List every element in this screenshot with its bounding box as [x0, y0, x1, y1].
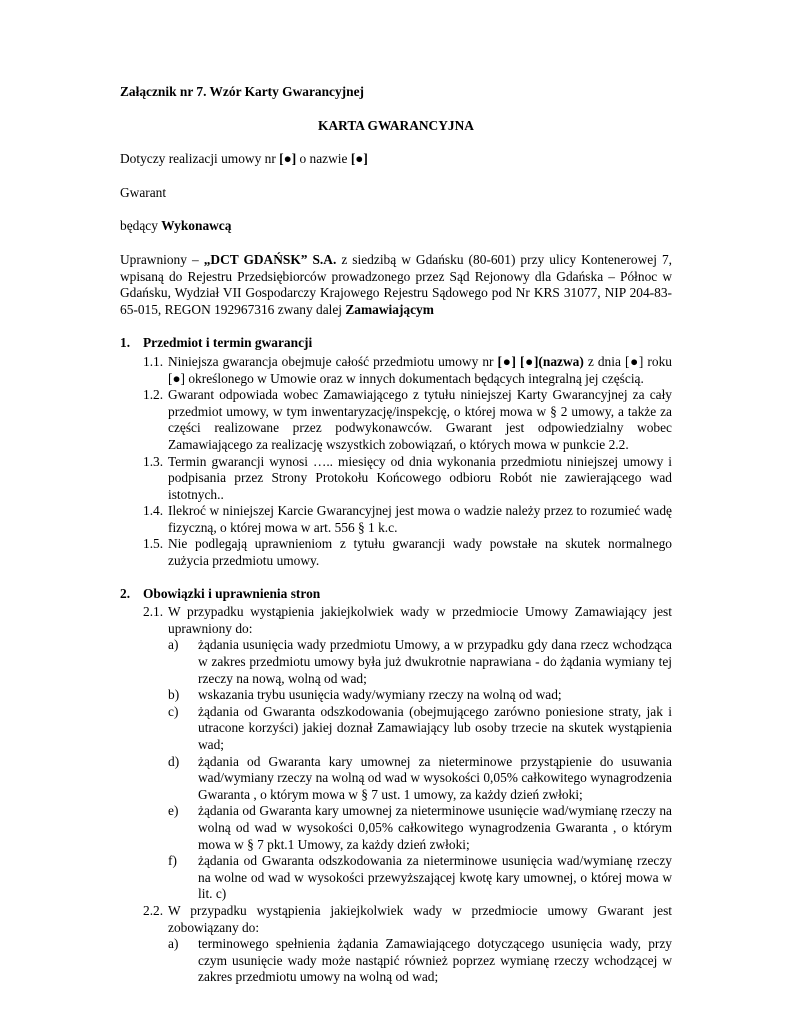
document-page [120, 84, 672, 986]
item-text: W przypadku wystąpienia jakiejkolwiek wady w przedmiocie Umowy Zamawiający jest uprawniony do: [168, 604, 672, 636]
beneficiary-paragraph [120, 252, 672, 318]
sub-item-text: żądania od Gwaranta kary umownej za nieterminowe usunięcie wad/wymianę rzeczy na wolną od wad w wysokości 0,05% całkowitego wynagrodzenia Gwaranta , o którym mowa w § 7 pkt.1 Umowy, za każdy dzień zwłoki; [198, 803, 672, 852]
item-number: 1.5. [143, 536, 164, 552]
sub-list-item [168, 803, 672, 853]
main-title: KARTA GWARANCYJNA [318, 117, 474, 133]
beneficiary-company: „DCT GDAŃSK” S.A. [203, 251, 337, 267]
sub-item-letter: a) [168, 936, 179, 952]
sub-list-item [168, 637, 672, 687]
sub-item-text: żądania od Gwaranta odszkodowania za nieterminowe usunięcia wad/wymianę rzeczy na wolne od wad w wysokości przewyższającej kwotę kary umownej, o której mowa w lit. c) [198, 853, 672, 902]
guarantor-label: Gwarant [120, 184, 167, 200]
sub-item-text: żądania usunięcia wady przedmiotu Umowy, a w przypadku gdy dana rzecz wchodząca w zakres przedmiotu umowy była już dwukrotnie naprawiana - do żądania wymiany tej rzeczy na nową, wolną od wad; [198, 637, 672, 686]
contract-number: [●] [279, 151, 297, 167]
item-text-part: Niniejsza gwarancja obejmuje całość przedmiotu umowy nr [168, 353, 498, 369]
item-text: Termin gwarancji wynosi ….. miesięcy od dnia wykonania przedmiotu niniejszej umowy i podpisania przez Strony Protokołu Końcowego odbioru Robót nie zawierającego wad istotnych.. [168, 453, 672, 502]
sub-item-text: wskazania trybu usunięcia wady/wymiany rzeczy na wolną od wad; [198, 687, 562, 703]
attachment-title: Załącznik nr 7. Wzór Karty Gwarancyjnej [120, 84, 364, 99]
sub-list-item [168, 853, 672, 903]
section-1-number: 1. [120, 335, 131, 351]
list-item [143, 536, 672, 569]
sub-item-letter: a) [168, 637, 179, 653]
item-number: 2.2. [143, 902, 164, 918]
item-number: 1.1. [143, 353, 164, 369]
list-item [143, 903, 672, 936]
item-text [168, 354, 672, 387]
sub-item-letter: e) [168, 803, 179, 819]
sub-item-letter: c) [168, 703, 179, 719]
sub-item-letter: d) [168, 753, 180, 769]
contractor-prefix: będący [120, 218, 162, 234]
contract-name: [●] [350, 151, 368, 167]
section-spacer [120, 570, 672, 586]
sub-list-item [168, 704, 672, 754]
item-number: 1.3. [143, 453, 164, 469]
contractor-bold: Wykonawcą [161, 218, 232, 234]
beneficiary-bold-end: Zamawiającym [345, 301, 434, 317]
list-item [143, 387, 672, 453]
sub-item-text: żądania od Gwaranta odszkodowania (obejmującego zarówno poniesione straty, jak i utracone korzyści) jakiej doznał Zamawiający lub osoby trzecie na skutek wystąpienia wad; [198, 703, 672, 752]
section-2-title: Obowiązki i uprawnienia stron [143, 585, 321, 601]
section-1-heading [120, 335, 672, 352]
contractor-line [120, 218, 672, 235]
contract-mid: o nazwie [296, 151, 351, 167]
list-item [143, 354, 672, 387]
item-text: Gwarant odpowiada wobec Zamawiającego z tytułu niniejszej Karty Gwarancyjnej za cały przedmiot umowy, w tym inwentaryzację/inspekcję, o której mowa w § 2 umowy, a także za części realizowane przez podwykonawców. Gwarant jest odpowiedzialny wobec Zamawiającego za realizację wszystkich zobowiązań, o których mowa w punkcie 2.2. [168, 387, 672, 452]
item-text: Nie podlegają uprawnieniom z tytułu gwarancji wady powstałe na skutek normalnego zużycia przedmiotu umowy. [168, 536, 672, 569]
item-text: W przypadku wystąpienia jakiejkolwiek wady w przedmiocie umowy Gwarant jest zobowiązany do: [168, 902, 672, 935]
contract-prefix: Dotyczy realizacji umowy nr [120, 151, 280, 167]
item-text-bold: [●] [●](nazwa) [497, 353, 584, 369]
list-item [143, 454, 672, 504]
section-2-number: 2. [120, 585, 131, 601]
sub-list-item [168, 936, 672, 986]
sub-list-item [168, 754, 672, 804]
section-1-title: Przedmiot i termin gwarancji [143, 335, 313, 351]
list-item [143, 604, 672, 637]
sub-item-text: terminowego spełnienia żądania Zamawiającego dotyczącego usunięcia wady, przy czym usunięcie wady może nastąpić również poprzez wymianę rzeczy wchodzącej w zakres przedmiotu umowy na wolną od wad; [198, 936, 672, 985]
item-text-part: z dnia [●] roku [●] określonego w Umowie oraz w innych dokumentach będących integralną jej częścią. [168, 353, 672, 386]
section-2-heading [120, 586, 672, 603]
item-text: Ilekroć w niniejszej Karcie Gwarancyjnej jest mowa o wadzie należy przez to rozumieć wadę fizyczną, o której mowa w art. 556 § 1 k.c. [168, 503, 672, 535]
sub-item-letter: b) [168, 687, 180, 703]
beneficiary-body: z siedzibą w Gdańsku (80-601) przy ulicy Kontenerowej 7, wpisaną do Rejestru Przedsiębiorców prowadzonego przez Sąd Rejonowy dla Gdańska – Północ w Gdańsku, Wydział VII Gospodarczy Krajowego Rejestru Sądowego pod Nr KRS 31077, NIP 204-83-65-015, REGON 192967316 zwany dalej [120, 251, 672, 317]
sub-list-item [168, 687, 672, 704]
sub-item-letter: f) [168, 853, 177, 869]
item-number: 1.4. [143, 503, 164, 519]
item-number: 2.1. [143, 604, 164, 620]
beneficiary-prefix: Uprawniony – [120, 251, 204, 267]
list-item [143, 503, 672, 536]
sub-item-text: żądania od Gwaranta kary umownej za nieterminowe przystąpienie do usuwania wad/wymiany rzeczy na wolną od wad w wysokości 0,05% całkowitego wynagrodzenia Gwaranta , o którym mowa w § 7 ust. 1 umowy, za każdy dzień zwłoki; [198, 753, 672, 802]
contract-line [120, 151, 672, 168]
item-number: 1.2. [143, 387, 164, 403]
